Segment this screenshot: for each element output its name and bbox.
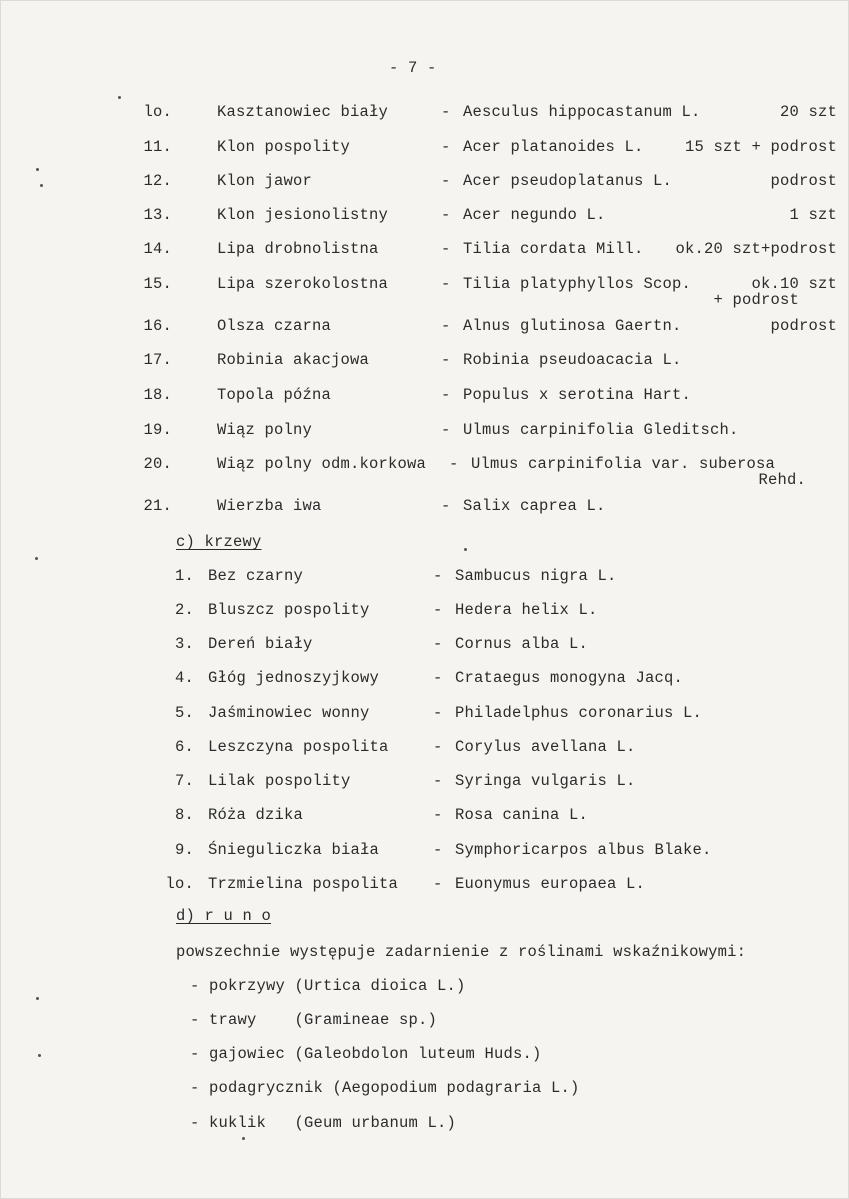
tree-dash: - [441,275,451,293]
undergrowth-heading: d) r u n o [176,907,272,925]
tree-polish-name: Olsza czarna [217,317,332,335]
shrub-polish-name: Śnieguliczka biała [208,841,380,859]
tree-polish-name: Topola późna [217,386,332,404]
tree-polish-name: Klon jawor [217,172,313,190]
tree-latin-name: Populus x serotina Hart. [463,386,692,404]
tree-quantity-note: podrost [770,317,837,335]
tree-polish-name: Kasztanowiec biały [217,103,389,121]
shrub-number: 1. [174,567,194,585]
shrub-polish-name: Dereń biały [208,635,313,653]
tree-dash: - [441,386,451,404]
scan-speck [38,1054,41,1057]
shrub-dash: - [433,567,443,585]
shrub-dash: - [433,738,443,756]
tree-number: lo. [143,103,172,121]
tree-number: 16. [143,317,172,335]
shrub-number: 4. [174,669,194,687]
tree-number: 21. [143,497,172,515]
shrub-dash: - [433,875,443,893]
tree-dash: - [441,351,451,369]
shrub-polish-name: Róża dzika [208,806,304,824]
shrub-latin-name: Syringa vulgaris L. [455,772,636,790]
tree-number: 19. [143,421,172,439]
shrub-number: 2. [174,601,194,619]
undergrowth-item: - pokrzywy (Urtica dioica L.) [190,977,466,995]
scan-speck [36,997,39,1000]
tree-latin-name: Acer pseudoplatanus L. [463,172,673,190]
shrub-latin-name: Crataegus monogyna Jacq. [455,669,684,687]
shrub-dash: - [433,635,443,653]
tree-latin-name: Robinia pseudoacacia L. [463,351,682,369]
tree-number: 17. [143,351,172,369]
shrub-latin-name: Cornus alba L. [455,635,589,653]
tree-number: 14. [143,240,172,258]
tree-number: 13. [143,206,172,224]
tree-polish-name: Wiąz polny odm.korkowa [217,455,427,473]
shrub-latin-name: Philadelphus coronarius L. [455,704,703,722]
shrub-polish-name: Trzmielina pospolita [208,875,399,893]
tree-quantity-note-continued: Rehd. [758,471,806,489]
tree-number: 11. [143,138,172,156]
page-number: - 7 - [389,59,437,77]
tree-latin-name: Tilia cordata Mill. [463,240,644,258]
tree-dash: - [441,240,451,258]
undergrowth-item: - kuklik (Geum urbanum L.) [190,1114,457,1132]
tree-polish-name: Lipa drobnolistna [217,240,379,258]
shrub-number: 5. [174,704,194,722]
shrub-dash: - [433,806,443,824]
tree-latin-name: Aesculus hippocastanum L. [463,103,701,121]
tree-number: 12. [143,172,172,190]
tree-latin-name: Salix caprea L. [463,497,606,515]
tree-polish-name: Robinia akacjowa [217,351,370,369]
scan-speck [118,96,121,99]
tree-quantity-note-continued: + podrost [713,291,799,309]
scan-speck [464,548,467,551]
shrub-dash: - [433,704,443,722]
tree-latin-name: Ulmus carpinifolia Gleditsch. [463,421,739,439]
tree-polish-name: Klon jesionolistny [217,206,389,224]
undergrowth-item: - podagrycznik (Aegopodium podagraria L.) [190,1079,580,1097]
tree-quantity-note: ok.20 szt+podrost [675,240,837,258]
shrub-number: 3. [174,635,194,653]
tree-quantity-note: podrost [770,172,837,190]
tree-quantity-note: 1 szt [789,206,837,224]
undergrowth-item: - gajowiec (Galeobdolon luteum Huds.) [190,1045,542,1063]
tree-latin-name: Alnus glutinosa Gaertn. [463,317,682,335]
tree-polish-name: Klon pospolity [217,138,351,156]
shrub-dash: - [433,841,443,859]
shrub-polish-name: Bluszcz pospolity [208,601,370,619]
shrub-number: 6. [174,738,194,756]
tree-quantity-note: 15 szt + podrost [684,138,837,156]
scan-speck [242,1137,245,1140]
tree-quantity-note: 20 szt [779,103,837,121]
tree-quantity-note: ok.10 szt [751,275,837,293]
undergrowth-intro: powszechnie występuje zadarnienie z roślinami wskaźnikowymi: [176,943,747,961]
tree-dash: - [441,138,451,156]
tree-dash: - [441,206,451,224]
tree-dash: - [441,172,451,190]
tree-number: 20. [143,455,172,473]
tree-polish-name: Wierzba iwa [217,497,322,515]
shrub-latin-name: Euonymus europaea L. [455,875,646,893]
shrubs-heading: c) krzewy [176,533,262,551]
tree-dash: - [441,497,451,515]
tree-polish-name: Wiąz polny [217,421,313,439]
tree-polish-name: Lipa szerokolostna [217,275,389,293]
tree-dash: - [449,455,459,473]
shrub-polish-name: Głóg jednoszyjkowy [208,669,380,687]
tree-latin-name: Acer negundo L. [463,206,606,224]
tree-latin-name: Tilia platyphyllos Scop. [463,275,692,293]
tree-latin-name: Ulmus carpinifolia var. suberosa [471,455,776,473]
tree-number: 15. [143,275,172,293]
shrub-polish-name: Lilak pospolity [208,772,351,790]
tree-latin-name: Acer platanoides L. [463,138,644,156]
shrub-latin-name: Sambucus nigra L. [455,567,617,585]
tree-number: 18. [143,386,172,404]
shrub-dash: - [433,772,443,790]
shrub-polish-name: Bez czarny [208,567,304,585]
shrub-polish-name: Leszczyna pospolita [208,738,389,756]
scan-speck [35,557,38,560]
tree-dash: - [441,103,451,121]
shrub-dash: - [433,669,443,687]
shrub-latin-name: Rosa canina L. [455,806,589,824]
shrub-latin-name: Corylus avellana L. [455,738,636,756]
scan-speck [40,184,43,187]
shrub-number: 8. [174,806,194,824]
shrub-latin-name: Symphoricarpos albus Blake. [455,841,712,859]
shrub-number: lo. [165,875,194,893]
tree-dash: - [441,317,451,335]
undergrowth-item: - trawy (Gramineae sp.) [190,1011,438,1029]
shrub-latin-name: Hedera helix L. [455,601,598,619]
scan-speck [36,168,39,171]
shrub-number: 7. [174,772,194,790]
shrub-dash: - [433,601,443,619]
shrub-number: 9. [174,841,194,859]
shrub-polish-name: Jaśminowiec wonny [208,704,370,722]
tree-dash: - [441,421,451,439]
